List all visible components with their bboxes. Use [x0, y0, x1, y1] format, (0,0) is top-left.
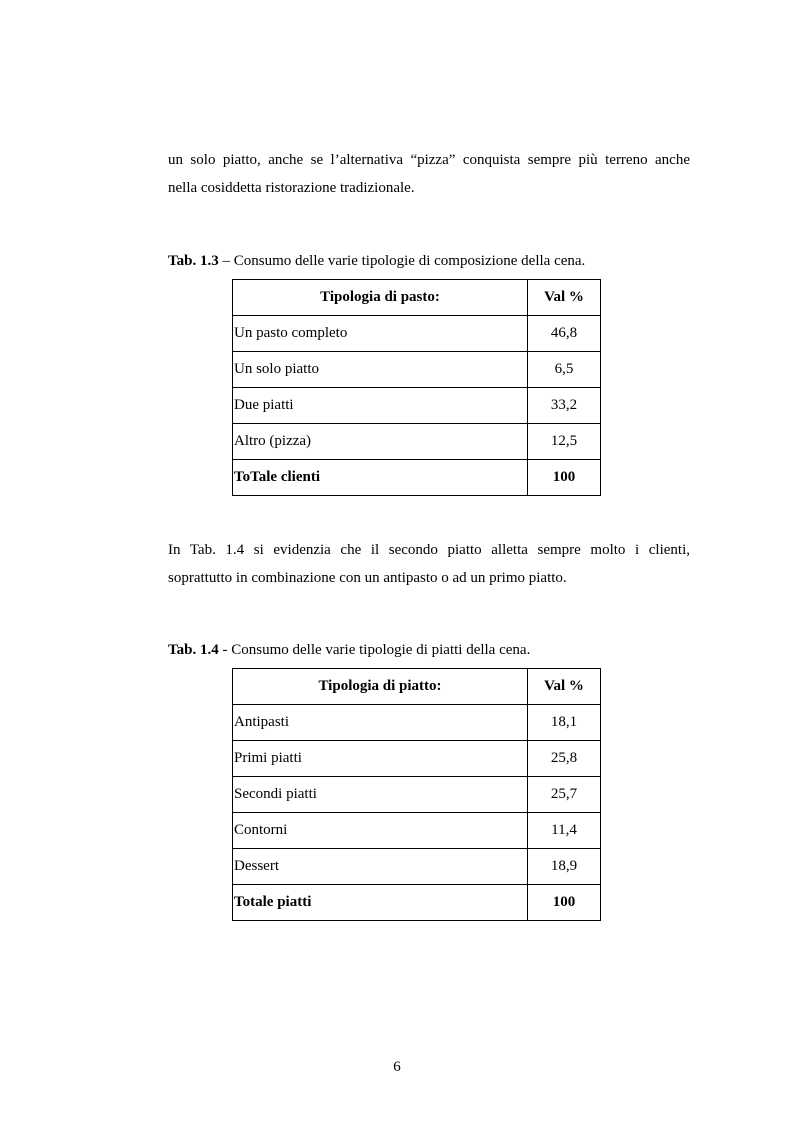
total-label: Totale piatti [233, 885, 528, 921]
row-value: 12,5 [528, 424, 601, 460]
table-caption-1-3 [168, 251, 585, 271]
table-row [233, 705, 601, 741]
row-value: 6,5 [528, 352, 601, 388]
paragraph-line: nella cosiddetta ristorazione tradizionale. [168, 180, 415, 196]
paragraph-line: soprattutto in combinazione con un antipasto o ad un primo piatto. [168, 570, 567, 586]
table-total-row [233, 460, 601, 496]
table-row [233, 813, 601, 849]
column-header-value: Val % [528, 280, 601, 316]
table-caption-1-4 [168, 640, 530, 660]
table-row [233, 849, 601, 885]
row-value: 46,8 [528, 316, 601, 352]
table-header-row [233, 669, 601, 705]
second-paragraph [168, 536, 690, 592]
table-row [233, 777, 601, 813]
total-value: 100 [528, 460, 601, 496]
intro-paragraph [168, 146, 690, 202]
table-header-row [233, 280, 601, 316]
table-row [233, 741, 601, 777]
table-row [233, 316, 601, 352]
column-header-value: Val % [528, 669, 601, 705]
caption-label: Tab. 1.4 [168, 642, 219, 658]
column-header-type: Tipologia di pasto: [233, 280, 528, 316]
row-value: 11,4 [528, 813, 601, 849]
paragraph-line: In Tab. 1.4 si evidenzia che il secondo piatto alletta sempre molto i clienti, [168, 542, 690, 558]
paragraph-line: un solo piatto, anche se l’alternativa “pizza” conquista sempre più terreno anche [168, 152, 690, 168]
page-number: 6 [393, 1059, 401, 1075]
total-label: ToTale clienti [233, 460, 528, 496]
table-total-row [233, 885, 601, 921]
row-value: 33,2 [528, 388, 601, 424]
table-dish-types [232, 668, 601, 921]
table-meal-composition [232, 279, 601, 496]
table-row [233, 352, 601, 388]
row-label: Altro (pizza) [233, 424, 528, 460]
total-value: 100 [528, 885, 601, 921]
row-value: 18,9 [528, 849, 601, 885]
row-value: 25,8 [528, 741, 601, 777]
row-label: Antipasti [233, 705, 528, 741]
caption-label: Tab. 1.3 [168, 253, 219, 269]
row-label: Due piatti [233, 388, 528, 424]
table-row [233, 388, 601, 424]
row-label: Contorni [233, 813, 528, 849]
row-label: Un solo piatto [233, 352, 528, 388]
row-value: 25,7 [528, 777, 601, 813]
caption-text: – Consumo delle varie tipologie di composizione della cena. [218, 253, 586, 269]
caption-text: - Consumo delle varie tipologie di piatti della cena. [218, 642, 531, 658]
row-label: Secondi piatti [233, 777, 528, 813]
row-value: 18,1 [528, 705, 601, 741]
table-row [233, 424, 601, 460]
row-label: Primi piatti [233, 741, 528, 777]
row-label: Dessert [233, 849, 528, 885]
row-label: Un pasto completo [233, 316, 528, 352]
column-header-type: Tipologia di piatto: [233, 669, 528, 705]
